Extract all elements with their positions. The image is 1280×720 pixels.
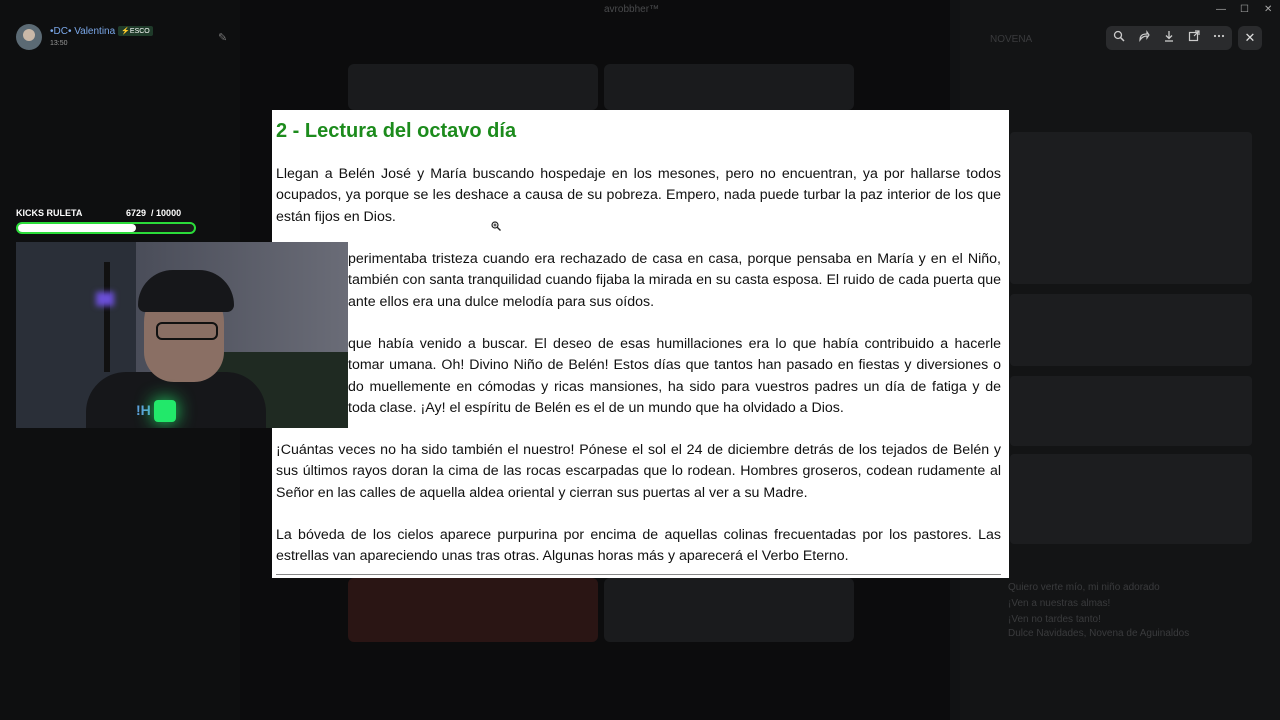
reading-document (272, 110, 1009, 578)
download-icon[interactable] (1161, 30, 1177, 46)
document-divider (276, 574, 1001, 575)
open-external-icon[interactable] (1186, 30, 1202, 46)
webcam-shirt-text: !H (136, 402, 151, 418)
bg-card (1010, 454, 1252, 544)
bg-line: Dulce Navidades, Novena de Aguinaldos (1008, 628, 1190, 639)
webcam-lamp-glow (96, 292, 114, 306)
zoom-cursor-icon (491, 221, 501, 231)
bg-line: Quiero verte mío, mi niño adorado (1008, 582, 1160, 593)
bg-card (1010, 294, 1252, 366)
document-title: 2 - Lectura del octavo día (276, 120, 517, 142)
bg-card (1010, 132, 1252, 284)
kicks-count (126, 208, 181, 218)
document-paragraph: perimentaba tristeza cuando era rechazado de casa en casa, porque pensaba en María y en el Niño, también con santa tranquilidad cuando fijaba la mirada en su casta esposa. El ruido de cada puerta que ante ellos era una dulce melodía para sus oídos. (348, 251, 1001, 310)
user-name-text: •DC• Valentina (50, 26, 116, 37)
share-icon[interactable] (1136, 30, 1152, 46)
maximize-icon[interactable]: ☐ (1240, 4, 1249, 15)
more-icon[interactable] (1211, 30, 1227, 46)
user-time: 13:50 (50, 40, 68, 47)
close-icon[interactable]: ✕ (1244, 30, 1256, 45)
document-paragraph: Llegan a Belén José y María buscando hospedaje en los mesones, pero no encuentran, ya por hallarse todos ocupados, ya porque se les deshace a causa de su pobreza. Empero, nada puede turbar la paz interior de los que están fijos en Dios. (276, 166, 1001, 225)
kicks-current: 6729 (126, 208, 147, 218)
webcam-green-light (154, 400, 176, 422)
webcam-lamp (104, 262, 110, 372)
bg-card (1010, 376, 1252, 446)
close-viewer-button[interactable] (1238, 26, 1262, 50)
kicks-progress-fill (18, 224, 136, 232)
document-paragraph: que había venido a buscar. El deseo de esas humillaciones era lo que había contribuido a hacerle tomar umana. Oh! Divino Niño de Belén! Estos días que tantos han pasado en fiestas y diversiones o do muellemente en cómodas y ricas mansiones, ha sido para vuestros padres un día de fatiga y de toda clase. ¡Ay! el espíritu de Belén es el de un mundo que ha olvidado a Dios. (348, 336, 1001, 416)
minimize-icon[interactable]: — (1216, 4, 1226, 15)
document-paragraph: La bóveda de los cielos aparece purpurina por encima de aquellas colinas frecuentadas por los pastores. Las estrellas van apareciendo unas tras otras. Algunas horas más y aparecerá el Verbo Eterno. (276, 527, 1001, 565)
bg-panel-header: NOVENA (990, 34, 1033, 45)
bg-line: ¡Ven a nuestras almas! (1008, 598, 1111, 609)
kicks-goal: / 10000 (151, 208, 182, 218)
bolt-icon: ⚡ (121, 28, 130, 35)
bg-video-tile (604, 578, 854, 642)
webcam-feed (16, 242, 348, 428)
bg-video-tile (348, 578, 598, 642)
zoom-in-icon[interactable] (1111, 30, 1127, 46)
badge-text: ESCO (129, 28, 150, 35)
document-paragraph: ¡Cuántas veces no ha sido también el nuestro! Pónese el sol el 24 de diciembre detrás de los tejados de Belén y sus últimos rayos doran la cima de las rocas escarpadas que lo rodean. Hombres groseros, codean rudamente al Señor en las calles de aquella aldea oriental y cierran sus puertas al ver a su Madre. (276, 442, 1001, 501)
webcam-person-cap (138, 270, 234, 312)
edit-icon[interactable]: ✎ (218, 32, 228, 44)
window-title: avrobbher™ (604, 4, 660, 15)
window-close-icon[interactable]: ✕ (1264, 4, 1273, 15)
bg-line: ¡Ven no tardes tanto! (1008, 614, 1101, 625)
kicks-label: KICKS RULETA (16, 208, 83, 218)
webcam-person-glasses (156, 322, 218, 340)
media-toolbar (1106, 26, 1232, 50)
bg-video-tile (348, 64, 598, 110)
kicks-progress-bar (16, 222, 196, 234)
user-badge (118, 26, 153, 36)
bg-video-tile (604, 64, 854, 110)
avatar[interactable] (16, 24, 42, 50)
user-name (50, 26, 153, 37)
